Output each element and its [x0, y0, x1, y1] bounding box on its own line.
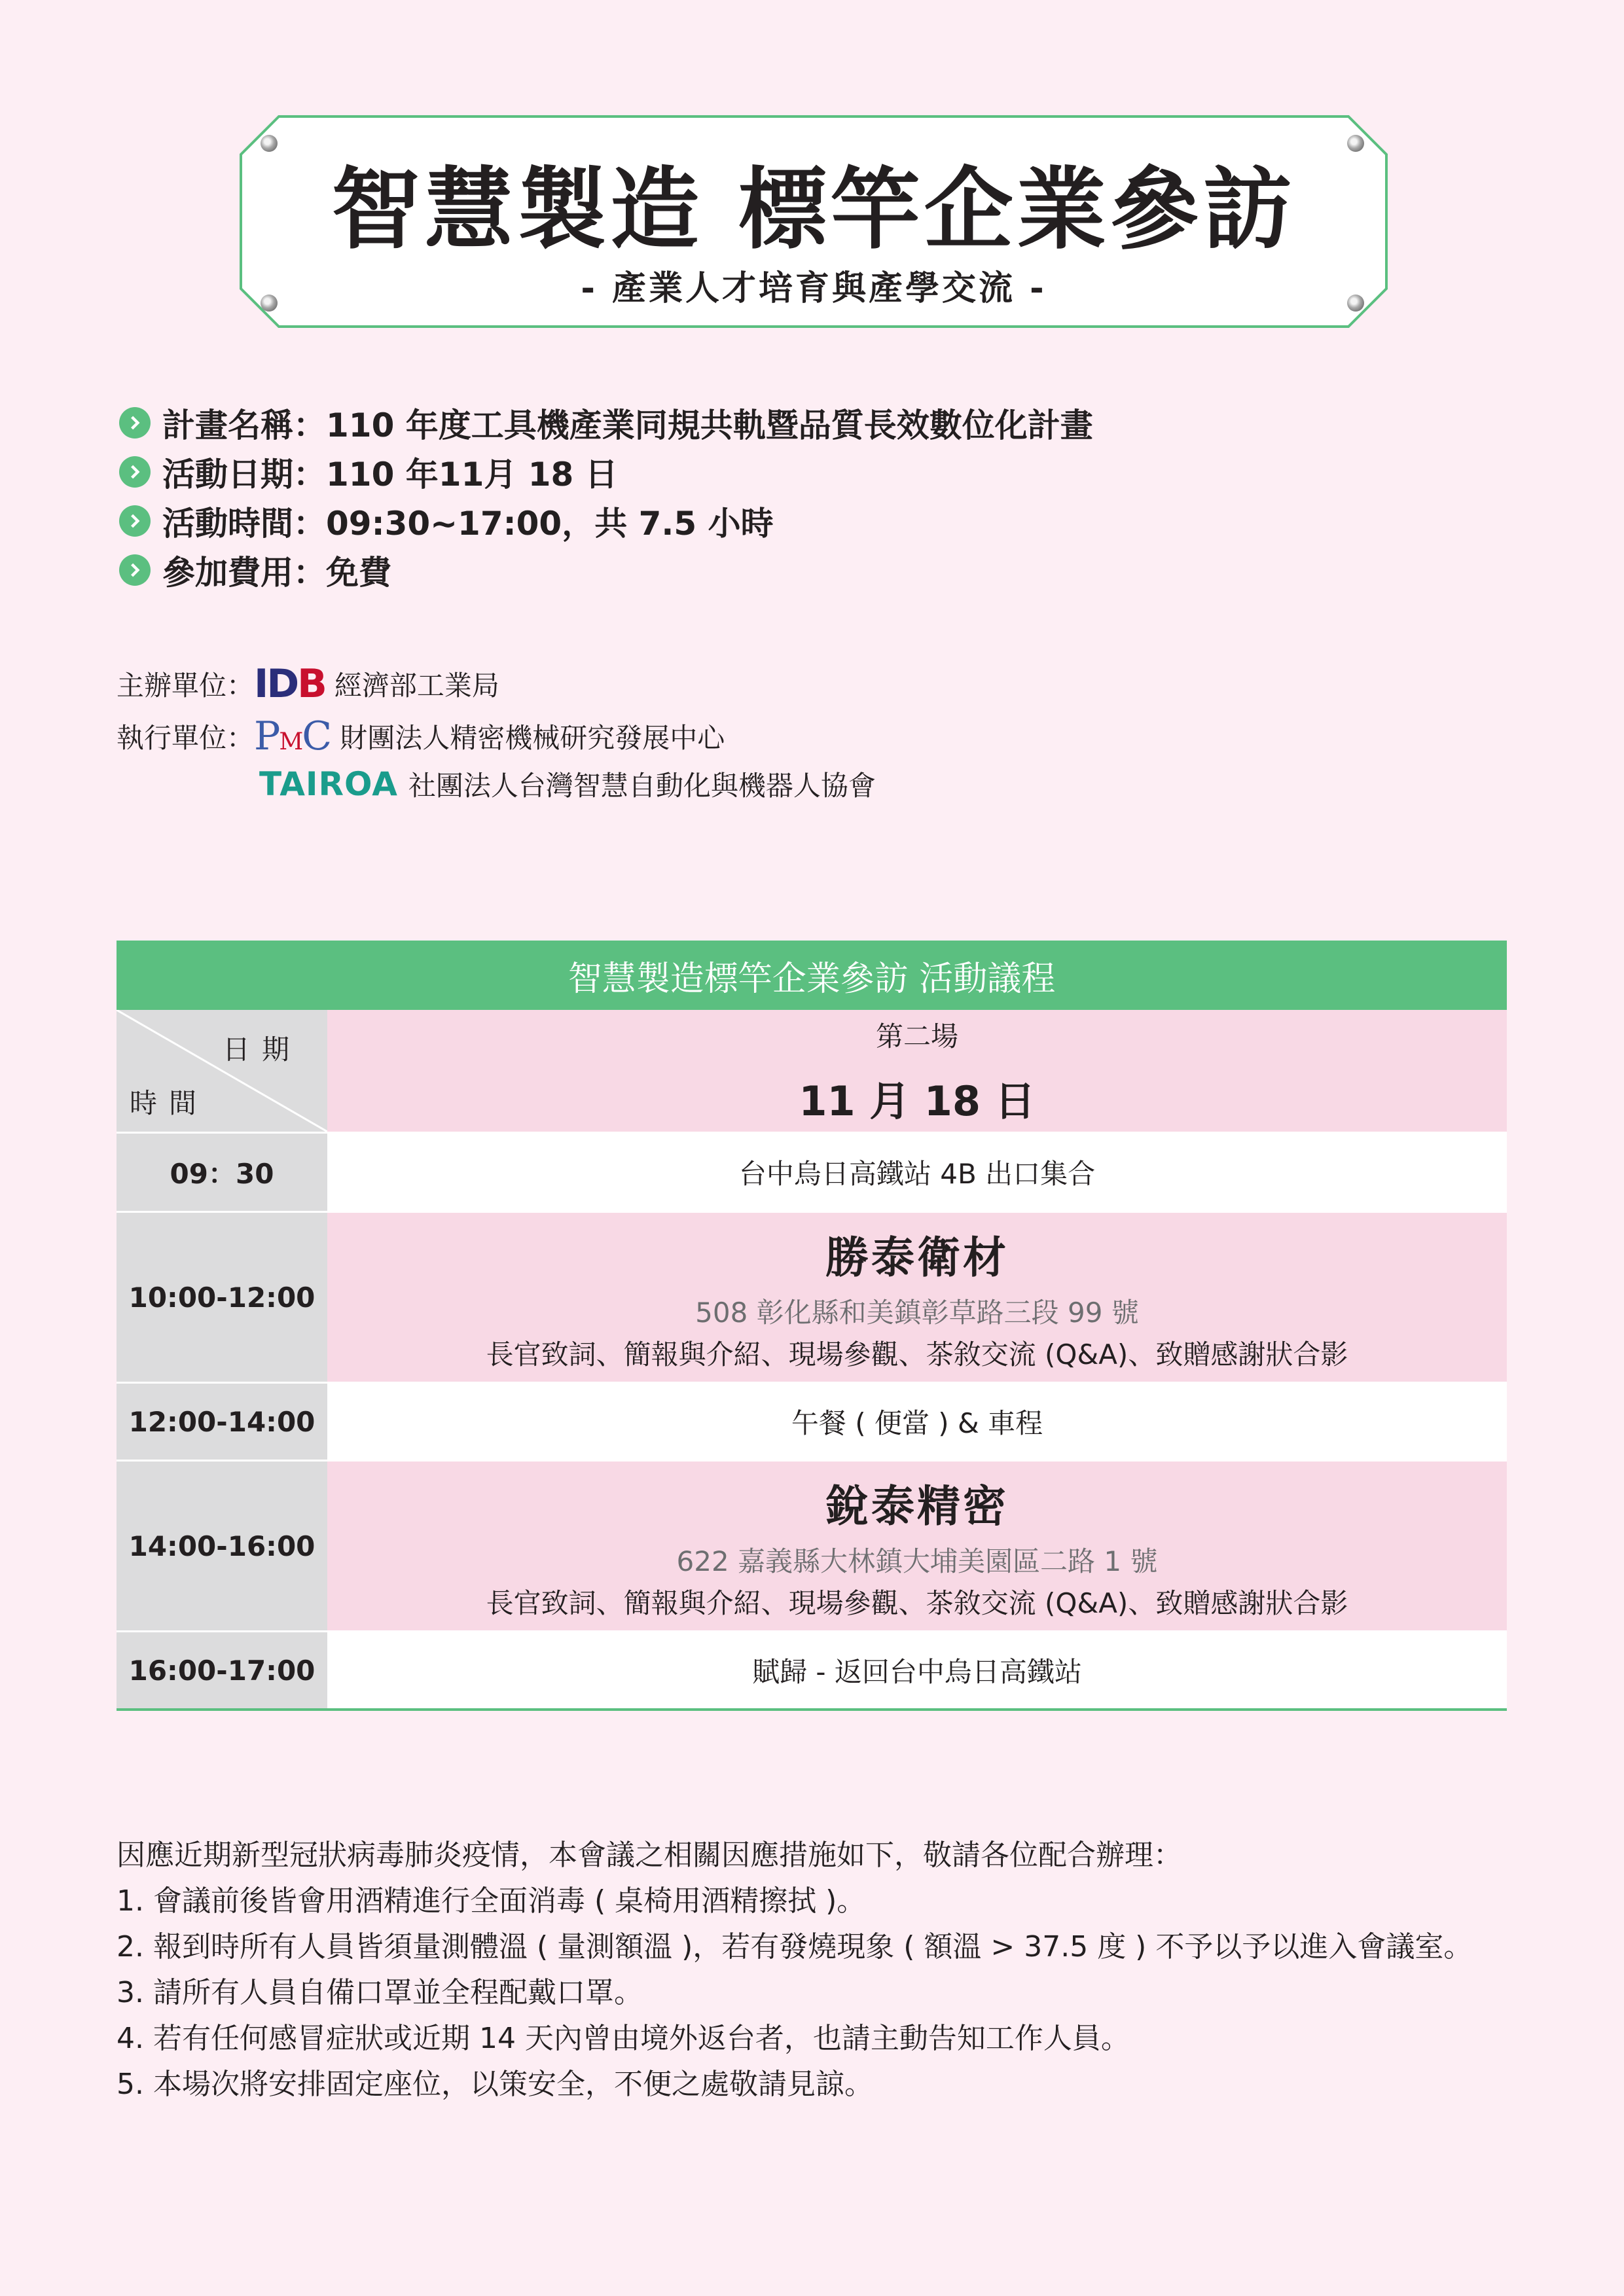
agenda-table: [117, 941, 1507, 1711]
company-address: 622 嘉義縣大林鎮大埔美園區二路 1 號: [676, 1545, 1158, 1577]
chevron-right-icon: [119, 505, 151, 537]
agenda-heading: 智慧製造標竿企業參訪 活動議程: [117, 941, 1507, 1010]
agenda-time: 10:00-12:00: [117, 1212, 327, 1383]
company-address: 508 彰化縣和美鎮彰草路三段 99 號: [695, 1296, 1139, 1329]
info-value: 免費: [326, 553, 391, 592]
chevron-right-icon: [119, 456, 151, 488]
host-organizer: [117, 661, 499, 707]
tairoa-logo: TAIROA: [259, 765, 398, 803]
chevron-right-icon: [119, 554, 151, 586]
agenda-grid: [117, 1010, 1507, 1708]
info-label: 活動時間：: [162, 504, 326, 543]
corner-time-label: 時間: [130, 1087, 209, 1119]
chevron-right-icon: [119, 407, 151, 439]
agenda-row: [117, 1212, 1507, 1383]
agenda-activity: 賦歸 - 返回台中烏日高鐵站: [327, 1632, 1507, 1709]
session-date: 11 月 18 日: [799, 1077, 1036, 1125]
notes-intro: 因應近期新型冠狀病毒肺炎疫情，本會議之相關因應措施如下，敬請各位配合辦理：: [117, 1839, 1182, 1872]
event-info-list: [119, 398, 1093, 594]
agenda-time: 12:00-14:00: [117, 1383, 327, 1461]
agenda-row: [117, 1632, 1507, 1709]
visit-description: 長官致詞、簡報與介紹、現場參觀、茶敘交流 (Q&A)、致贈感謝狀合影: [486, 1587, 1348, 1619]
notes-item: 2. 報到時所有人員皆須量測體溫 ( 量測額溫 )，若有發燒現象 ( 額溫 > 37.5 度 ) 不予以予以進入會議室。: [117, 1930, 1473, 1964]
agenda-row: [117, 1461, 1507, 1632]
notes-item: 3. 請所有人員自備口罩並全程配戴口罩。: [117, 1976, 643, 2009]
info-label: 活動日期：: [162, 455, 326, 493]
agenda-time: 16:00-17:00: [117, 1632, 327, 1709]
host-name: 經濟部工業局: [334, 670, 499, 702]
exec-label: 執行單位：: [117, 722, 255, 754]
agenda-visit: [327, 1212, 1507, 1383]
notes-item: 5. 本場次將安排固定座位，以策安全，不便之處敬請見諒。: [117, 2068, 873, 2101]
info-value: 110 年度工具機產業同規共軌暨品質長效數位化計畫: [326, 406, 1093, 444]
agenda-row: [117, 1383, 1507, 1461]
agenda-header-row: [117, 1010, 1507, 1133]
info-label: 計畫名稱：: [162, 406, 326, 444]
info-label: 參加費用：: [162, 553, 326, 592]
company-name: 勝泰衛材: [825, 1232, 1009, 1283]
info-item-plan: [119, 398, 1093, 447]
agenda-time: 14:00-16:00: [117, 1461, 327, 1632]
table-bottom-rule: [117, 1708, 1507, 1711]
info-item-fee: [119, 545, 1093, 594]
agenda-visit: [327, 1461, 1507, 1632]
corner-date-label: 日期: [222, 1033, 301, 1066]
agenda-row: [117, 1133, 1507, 1212]
page-title: 智慧製造 標竿企業參訪: [331, 158, 1296, 262]
exec-organizer-2: [259, 764, 876, 804]
info-item-time: [119, 496, 1093, 545]
host-label: 主辦單位：: [117, 670, 255, 702]
agenda-activity: 午餐 ( 便當 ) & 車程: [327, 1383, 1507, 1461]
notes-item: 4. 若有任何感冒症狀或近期 14 天內曾由境外返台者，也請主動告知工作人員。: [117, 2022, 1130, 2055]
info-value: 110 年11月 18 日: [326, 455, 618, 493]
exec-organizer-1: [117, 713, 725, 759]
notes-item: 1. 會議前後皆會用酒精進行全面消毒 ( 桌椅用酒精擦拭 )。: [117, 1884, 866, 1918]
corner-cell: [117, 1010, 327, 1133]
info-value: 09:30~17:00，共 7.5 小時: [326, 504, 774, 543]
date-header-cell: [327, 1010, 1507, 1133]
exec1-name: 財團法人精密機械研究發展中心: [340, 722, 725, 754]
visit-description: 長官致詞、簡報與介紹、現場參觀、茶敘交流 (Q&A)、致贈感謝狀合影: [486, 1338, 1348, 1371]
company-name: 銳泰精密: [825, 1480, 1009, 1532]
exec2-name: 社團法人台灣智慧自動化與機器人協會: [408, 770, 876, 802]
agenda-activity: 台中烏日高鐵站 4B 出口集合: [327, 1133, 1507, 1212]
info-item-date: [119, 447, 1093, 496]
idb-logo: IDB: [254, 661, 325, 707]
covid-notes: [117, 1833, 1472, 2108]
agenda-time: 09：30: [117, 1133, 327, 1212]
page-subtitle: - 產業人才培育與產學交流 -: [581, 269, 1047, 308]
pmc-logo: PMC: [254, 713, 331, 759]
session-label: 第二場: [875, 1020, 958, 1052]
